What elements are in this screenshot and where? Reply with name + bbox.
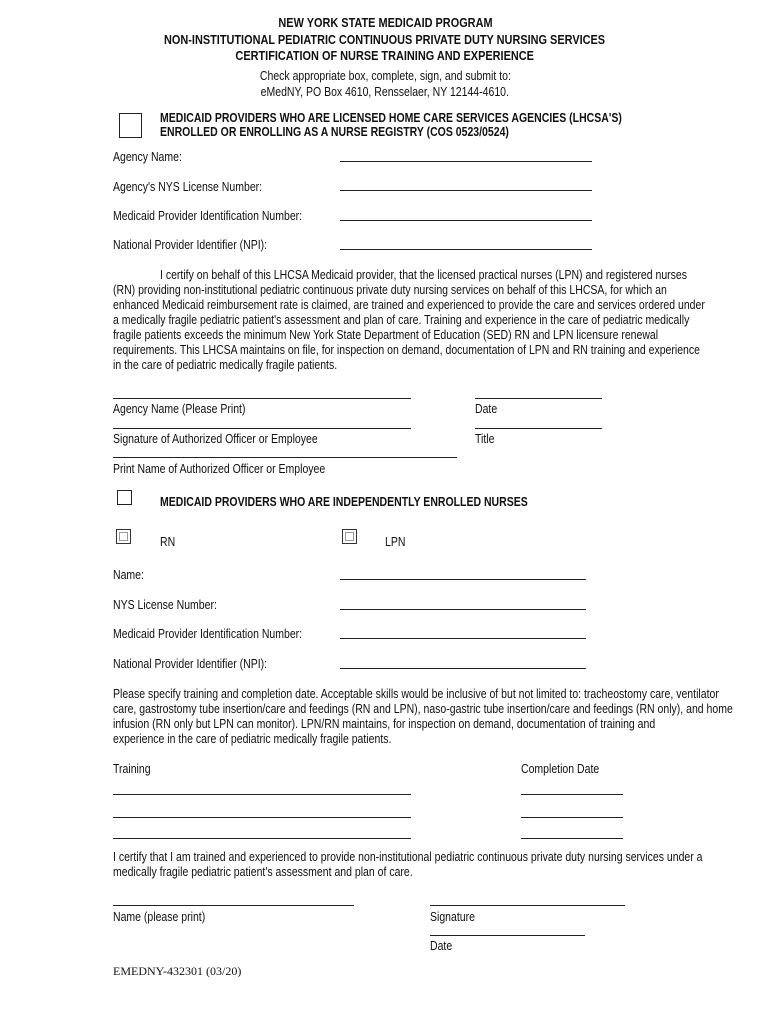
- rn-label: RN: [160, 535, 176, 549]
- certification-paragraph-line: fragile patients exceeds the minimum New York State Department of Education (SED) RN and LPN licensure renewal: [113, 328, 659, 342]
- nurse-certify-line: medically fragile pediatric patient's assessment and plan of care.: [113, 865, 413, 879]
- training-field-1[interactable]: [113, 794, 411, 795]
- nurse-mpid-field[interactable]: [340, 638, 586, 639]
- officer-signature-field[interactable]: [113, 428, 411, 429]
- lpn-label: LPN: [385, 535, 406, 549]
- agency-npi-label: National Provider Identifier (NPI):: [113, 238, 268, 252]
- section1-heading-1: MEDICAID PROVIDERS WHO ARE LICENSED HOME CARE SERVICES AGENCIES (LHCSA'S): [160, 111, 622, 125]
- training-paragraph-line: care, gastrostomy tube insertion/care and feedings (RN and LPN), naso-gastric tube insertion/care and feedings (RN only), and home: [113, 702, 733, 716]
- nurse-signature-field[interactable]: [430, 905, 625, 906]
- independent-nurse-checkbox[interactable]: [117, 490, 132, 505]
- nurse-print-name-label: Name (please print): [113, 910, 206, 924]
- agency-print-name-field[interactable]: [113, 398, 411, 399]
- form-title-2: NON-INSTITUTIONAL PEDIATRIC CONTINUOUS PRIVATE DUTY NURSING SERVICES: [164, 32, 606, 47]
- form-id: EMEDNY-432301 (03/20): [113, 964, 242, 978]
- section2-heading: MEDICAID PROVIDERS WHO ARE INDEPENDENTLY ENROLLED NURSES: [160, 495, 528, 509]
- training-paragraph-line: experience in the care of pediatric medically fragile patients.: [113, 732, 392, 746]
- certification-paragraph-line: (RN) providing non-institutional pediatric continuous private duty nursing services on behalf of this LHCSA, for which an: [113, 283, 667, 297]
- nurse-print-name-field[interactable]: [113, 905, 354, 906]
- agency-name-field[interactable]: [340, 161, 592, 162]
- form-title-3: CERTIFICATION OF NURSE TRAINING AND EXPERIENCE: [235, 48, 535, 63]
- completion-date-field-2[interactable]: [521, 817, 623, 818]
- agency-mpid-label: Medicaid Provider Identification Number:: [113, 209, 303, 223]
- agency-license-field[interactable]: [340, 190, 592, 191]
- lhcsa-checkbox[interactable]: [119, 113, 142, 138]
- nurse-mpid-label: Medicaid Provider Identification Number:: [113, 627, 303, 641]
- certification-paragraph-line: enhanced Medicaid reimbursement rate is claimed, are trained and experienced to provide the care and services ordered under: [113, 298, 705, 312]
- certification-paragraph-line: in the care of pediatric medically fragile patients.: [113, 358, 338, 372]
- nurse-name-field[interactable]: [340, 579, 586, 580]
- section1-heading-2: ENROLLED OR ENROLLING AS A NURSE REGISTRY (COS 0523/0524): [160, 125, 509, 139]
- officer-print-name-label: Print Name of Authorized Officer or Employee: [113, 462, 326, 476]
- nurse-date-label: Date: [430, 939, 453, 953]
- instructions-2: eMedNY, PO Box 4610, Rensselaer, NY 12144-4610.: [260, 85, 510, 99]
- agency-mpid-field[interactable]: [340, 220, 592, 221]
- nurse-signature-label: Signature: [430, 910, 475, 924]
- agency-license-label: Agency's NYS License Number:: [113, 180, 263, 194]
- officer-title-label: Title: [475, 432, 495, 446]
- training-column-label: Training: [113, 762, 151, 776]
- lpn-checkbox[interactable]: [342, 529, 357, 544]
- agency-date-label: Date: [475, 402, 498, 416]
- agency-date-field[interactable]: [475, 398, 602, 399]
- certification-paragraph-line: requirements. This LHCSA maintains on file, for inspection on demand, documentation of LPN and RN training and experience: [113, 343, 700, 357]
- officer-print-name-field[interactable]: [113, 457, 457, 458]
- rn-checkbox[interactable]: [116, 529, 131, 544]
- completion-date-field-1[interactable]: [521, 794, 623, 795]
- nurse-name-label: Name:: [113, 568, 144, 582]
- nurse-date-field[interactable]: [430, 935, 585, 936]
- training-paragraph-line: infusion (RN only but LPN can monitor). LPN/RN maintains, for inspection on demand, documentation of training and: [113, 717, 656, 731]
- form-title-1: NEW YORK STATE MEDICAID PROGRAM: [277, 15, 493, 30]
- certification-paragraph-line: I certify on behalf of this LHCSA Medicaid provider, that the licensed practical nurses (LPN) and registered nurses: [160, 268, 688, 282]
- training-paragraph-line: Please specify training and completion date. Acceptable skills would be inclusive of but not limited to: tracheostomy care, ventilator: [113, 687, 719, 701]
- nurse-certify-line: I certify that I am trained and experienced to provide non-institutional pediatric continuous private duty nursing services under a: [113, 850, 703, 864]
- certification-paragraph-line: a medically fragile pediatric patient's assessment and plan of care. Training and experience in the care of pediatric medically: [113, 313, 690, 327]
- agency-name-label: Agency Name:: [113, 150, 182, 164]
- officer-title-field[interactable]: [475, 428, 602, 429]
- officer-signature-label: Signature of Authorized Officer or Employee: [113, 432, 318, 446]
- nurse-npi-label: National Provider Identifier (NPI):: [113, 657, 268, 671]
- training-field-3[interactable]: [113, 838, 411, 839]
- training-field-2[interactable]: [113, 817, 411, 818]
- agency-npi-field[interactable]: [340, 249, 592, 250]
- nurse-license-label: NYS License Number:: [113, 598, 217, 612]
- agency-print-name-label: Agency Name (Please Print): [113, 402, 246, 416]
- nurse-license-field[interactable]: [340, 609, 586, 610]
- completion-date-field-3[interactable]: [521, 838, 623, 839]
- completion-date-column-label: Completion Date: [521, 762, 600, 776]
- nurse-npi-field[interactable]: [340, 668, 586, 669]
- instructions-1: Check appropriate box, complete, sign, and submit to:: [259, 69, 511, 83]
